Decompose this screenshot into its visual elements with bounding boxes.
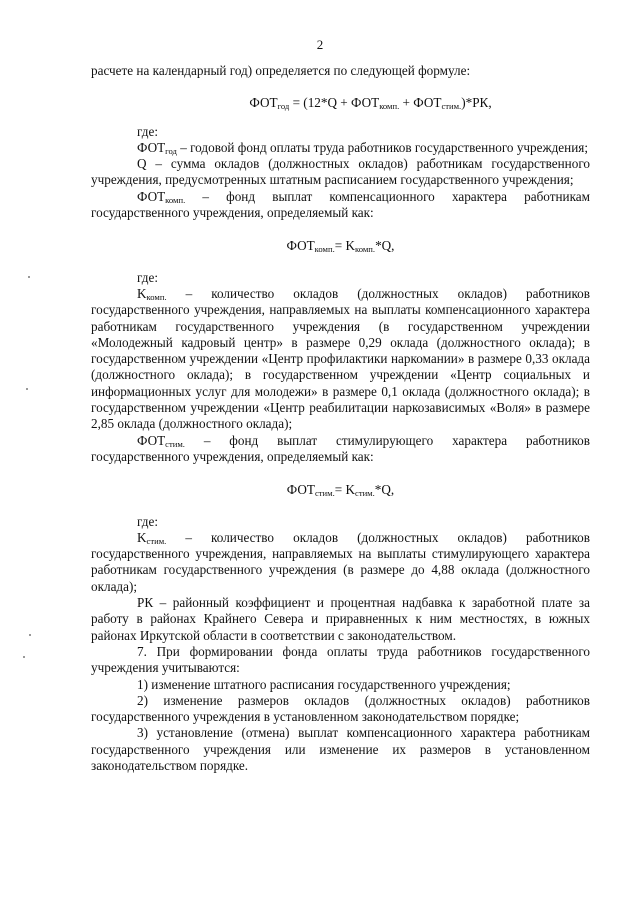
formula-subscript: комп. [355,244,376,255]
scan-mark [28,276,30,278]
list-item-3: 3) установление (отмена) выплат компенсационного характера работникам государственного учреждения или изменение их размеров в установленном законодательством порядке. [91,725,590,773]
definition-term: ФОТ [137,139,166,155]
formula-subscript: комп. [379,101,400,112]
definition-fot-komp [91,189,590,222]
formula-part: *Q, [374,482,395,498]
definition-rk: РК – районный коэффициент и процентная надбавка к заработной плате за работу в районах Крайнего Севера и приравненных к ним местностях, в южных районах Иркутской области в соответствии с законодательством. [91,595,590,643]
formula-subscript: стим. [441,101,462,112]
item-7: 7. При формировании фонда оплаты труда работников государственного учреждения учитываются: [91,643,590,676]
formula-annual-fund [91,95,590,111]
definition-term: ФОТ [137,432,166,448]
formula-part: )*РК, [461,95,492,111]
formula-part: *Q, [375,238,395,254]
lead-paragraph: расчете на календарный год) определяется по следующей формуле: [91,63,471,78]
formula-subscript: стим. [314,488,335,499]
definition-k-stim [91,530,590,595]
page-number: 2 [316,37,324,52]
definition-subscript: стим. [165,438,185,449]
where-label: где: [137,513,158,529]
definition-text: – фонд выплат компенсационного характера работникам государственного учреждения, определяемый как: [91,188,590,221]
formula-term: ФОТ [286,238,315,254]
definition-fot-god [91,140,590,156]
formula-part: = K [334,482,355,498]
scan-mark [29,634,31,636]
formula-term: ФОТ [286,482,315,498]
where-label: где: [137,123,158,139]
scan-mark [23,656,25,658]
definition-subscript: год [165,145,177,156]
body-text [91,63,590,774]
formula-stimulation [91,482,590,498]
formula-term: ФОТ [249,95,278,111]
formula-part: + ФОТ [399,95,442,111]
definition-text: – количество окладов (должностных окладов) работников государственного учреждения, направляемых на выплаты компенсационного характера работникам государственного учреждения (в государственном учреждении «Молодежный кадровый центр» в размере 0,29 оклада (должностного оклада); в государственном учреждении «Центр профилактики наркомании» в размере 0,33 оклада (должностного оклада); в государственном учреждении «Центр социальных и информационных услуг для молодежи» в размере 0,1 оклада (должностного оклада); в государственном учреждении «Центр реабилитации наркозависимых «Воля» в размере 2,85 оклада (должностного оклада); [91,285,590,432]
definition-text: – фонд выплат стимулирующего характера работников государственного учреждения, определяемый как: [91,432,590,464]
definition-subscript: комп. [165,194,186,205]
definition-k-komp [91,286,590,433]
formula-subscript: год [277,101,290,112]
definition-subscript: комп. [146,291,167,302]
where-label: где: [137,269,158,285]
list-item-1: 1) изменение штатного расписания государственного учреждения; [137,676,511,692]
formula-subscript: стим. [355,488,375,499]
scan-mark [26,388,28,390]
formula-compensation [91,238,590,254]
list-item-2: 2) изменение размеров окладов (должностных окладов) работников государственного учреждения в установленном законодательством порядке; [91,692,590,725]
definition-term: K [137,285,147,301]
formula-subscript: комп. [314,244,335,255]
definition-text: – количество окладов (должностных окладов) работников государственного учреждения, направляемых на выплаты стимулирующего характера работникам государственного учреждения (в размере до 4,88 оклада (должностного оклада); [91,529,590,594]
definition-subscript: стим. [146,535,167,546]
definition-fot-stim [91,433,590,466]
definition-term: ФОТ [137,188,166,204]
definition-term: K [137,529,147,545]
formula-part: = (12*Q + ФОТ [289,95,380,111]
definition-text: – годовой фонд оплаты труда работников государственного учреждения; [176,139,589,155]
definition-q: Q – сумма окладов (должностных окладов) работникам государственного учреждения, предусмотренных штатным расписанием государственного учреждения; [91,156,590,188]
formula-part: = K [334,238,355,254]
